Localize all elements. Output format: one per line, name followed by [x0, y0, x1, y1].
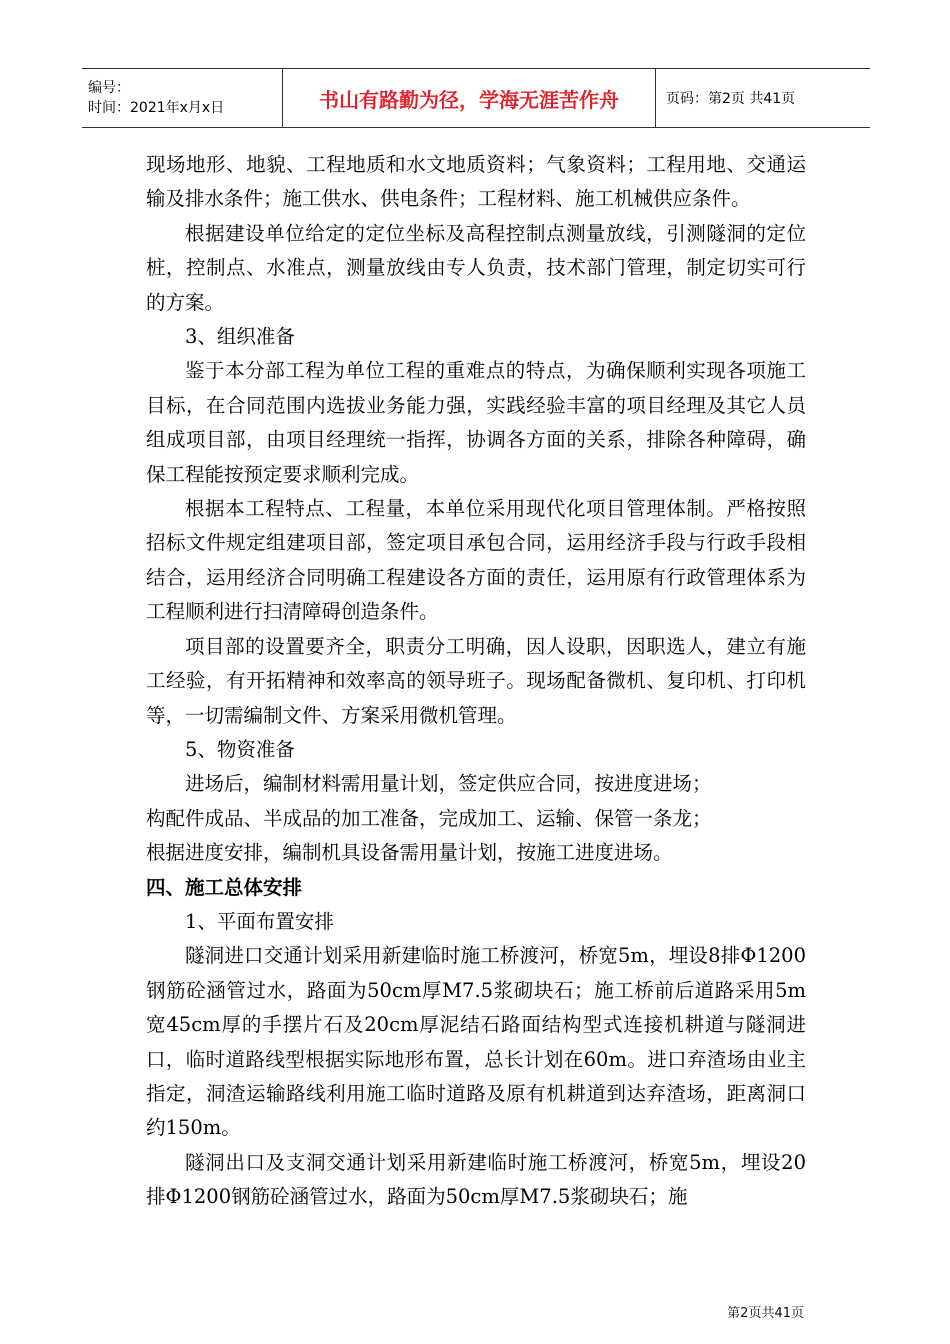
header-page-info	[656, 69, 870, 127]
document-body	[146, 148, 806, 1215]
section-subheading: 5、物资准备	[185, 737, 295, 761]
paragraph: 根据本工程特点、工程量，本单位采用现代化项目管理体制。严格按照招标文件规定组建项目部，签定项目承包合同，运用经济手段与行政手段相结合，运用经济合同明确工程建设各方面的责任，运用原有行政管理体系为工程顺利进行扫清障碍创造条件。	[146, 497, 806, 624]
paragraph: 根据建设单位给定的定位坐标及高程控制点测量放线，引测隧洞的定位桩，控制点、水准点，测量放线由专人负责，技术部门管理，制定切实可行的方案。	[146, 221, 806, 314]
document-time-label: 时间：2021年x月x日	[88, 100, 225, 116]
paragraph: 鉴于本分部工程为单位工程的重难点的特点，为确保顺利实现各项施工目标，在合同范围内选拔业务能力强，实践经验丰富的项目经理及其它人员组成项目部，由项目经理统一指挥，协调各方面的关系，排除各种障碍，确保工程能按预定要求顺利完成。	[146, 359, 806, 486]
header-motto	[283, 69, 656, 127]
paragraph: 项目部的设置要齐全，职责分工明确，因人设职，因职选人，建立有施工经验，有开拓精神和效率高的领导班子。现场配备微机、复印机、打印机等，一切需编制文件、方案采用微机管理。	[146, 634, 806, 727]
page-header	[82, 68, 870, 128]
paragraph: 隧洞出口及支洞交通计划采用新建临时施工桥渡河，桥宽5m，埋设20排Φ1200钢筋砼涵管过水，路面为50cm厚M7.5浆砌块石；施	[146, 1150, 806, 1209]
paragraph: 进场后，编制材料需用量计划，签定供应合同，按进度进场；	[185, 772, 712, 796]
paragraph: 构配件成品、半成品的加工准备，完成加工、运输、保管一条龙；	[146, 806, 712, 830]
page-footer	[727, 1302, 804, 1321]
motto-text: 书山有路勤为径，学海无涯苦作舟	[319, 87, 619, 112]
paragraph: 根据进度安排，编制机具设备需用量计划，按施工进度进场。	[146, 841, 673, 865]
section-heading: 四、施工总体安排	[146, 875, 303, 899]
document-number-label: 编号：	[88, 80, 130, 96]
paragraph: 现场地形、地貌、工程地质和水文地质资料；气象资料；工程用地、交通运输及排水条件；施工供水、供电条件；工程材料、施工机械供应条件。	[146, 153, 806, 211]
section-subheading: 1、平面布置安排	[185, 909, 334, 933]
paragraph: 隧洞进口交通计划采用新建临时施工桥渡河，桥宽5m，埋设8排Φ1200钢筋砼涵管过水，路面为50cm厚M7.5浆砌块石；施工桥前后道路采用5m宽45cm厚的手摆片石及20cm厚泥结石路面结构型式连接机耕道与隧洞进口，临时道路线型根据实际地形布置，总长计划在60m。进口弃渣场由业主指定，洞渣运输路线利用施工临时道路及原有机耕道到达弃渣场，距离洞口约150m。	[146, 944, 806, 1140]
page-number-label: 页码：第2页 共41页	[666, 91, 796, 107]
section-subheading: 3、组织准备	[185, 325, 295, 349]
footer-page-number: 第2页共41页	[727, 1306, 804, 1321]
header-meta	[82, 69, 283, 127]
